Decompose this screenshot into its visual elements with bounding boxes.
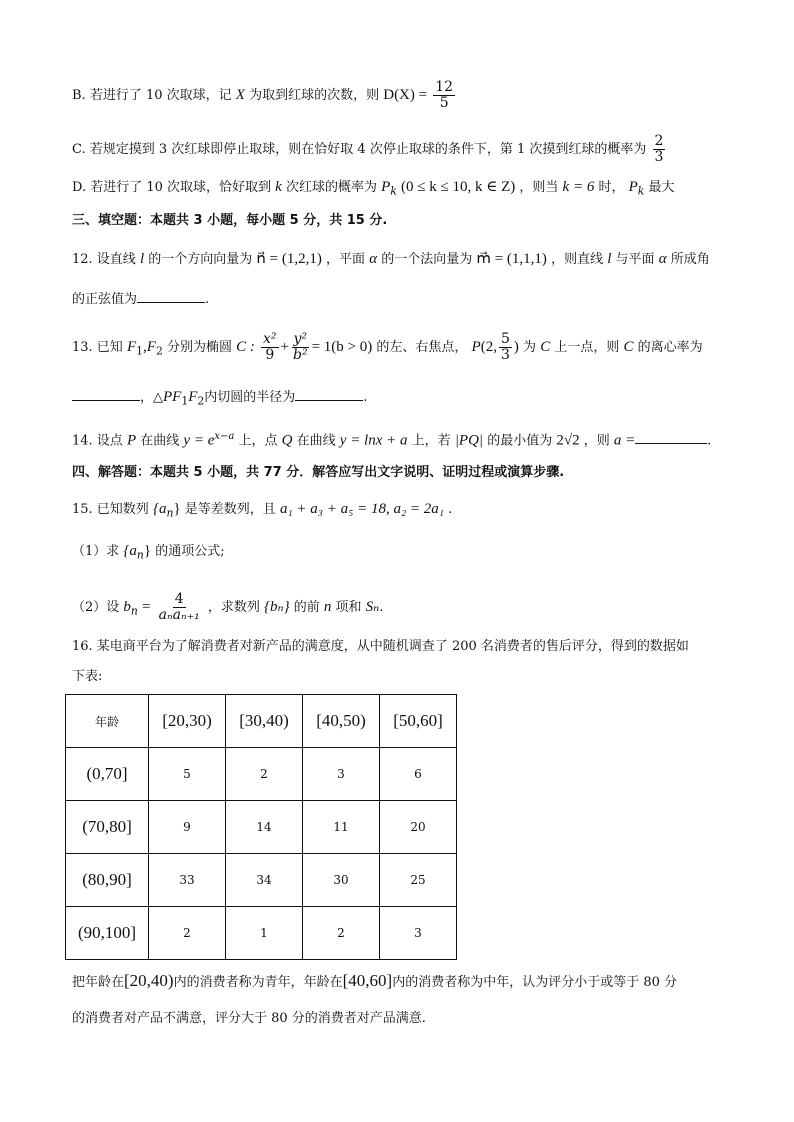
q13-text-6: 的离心率为 [637,340,703,355]
curve-1: y = e [183,432,215,449]
option-d-text: D. 若进行了 10 次取球，恰好取到 [72,180,272,195]
ellipse-c: C : [236,339,255,355]
section-3-heading: 三、填空题：本题共 3 小题，每小题 5 分，共 15 分. [72,213,388,228]
frac-den: 3 [500,347,510,363]
q16-line1: 16. 某电商平台为了解消费者对新产品的满意度，从中随机调查了 200 名消费者的售后评分，得到的数据如 [72,639,689,654]
var-b-sub: n [130,604,138,618]
frac-den: 5 [439,95,449,111]
vector-m: m⃗ = (1,1,1) [476,251,547,267]
after-text: 把年龄在 [72,975,125,990]
q13-end: . [363,390,368,405]
q15-part2-text-3: 的前 [293,600,320,615]
seq-a: {a [123,543,137,559]
var-x: X [235,87,245,103]
table-row [66,748,457,801]
var-alpha-2: α [658,251,667,267]
seq-b: {bₙ} [264,599,290,615]
q12-text-2: 的一个方向向量为 [148,252,253,267]
prob-p: P [381,179,391,195]
min-value: 2√2 [556,432,580,449]
table-row-header: (70,80] [66,801,149,854]
frac-den: aₙaₙ₊₁ [158,607,200,623]
q12-line2 [72,288,209,309]
fraction-5-3 [499,332,512,363]
table-cell: 33 [149,854,226,907]
prob-p-2: P [628,179,638,195]
q13-line2 [72,386,367,411]
q15-part2-text-2: ，求数列 [207,600,260,615]
option-d-text-5: 最大 [648,180,675,195]
table-row [66,907,457,960]
q13-text: 13. 已知 [72,340,123,355]
table-row-header: (0,70] [66,748,149,801]
point-coord: (2, [480,339,497,355]
answer-blank-2[interactable] [295,386,363,401]
q13-text-8: 内切圆的半径为 [204,390,296,405]
q13-text-4: 为 [523,340,537,355]
q12-text-3: ，平面 [326,252,366,267]
q12-text-4: 的一个法向量为 [381,252,473,267]
seq-a: {a [152,501,167,517]
table-cell: 9 [149,801,226,854]
table-cell: 2 [303,907,380,960]
q12-text-8: 的正弦值为 [72,292,138,307]
option-b-text-2: 为取到红球的次数，则 [249,88,380,103]
point-coord-end: ) [513,339,519,355]
q14-line [72,428,711,450]
q12-line1 [72,250,710,269]
table-cell: 34 [226,854,303,907]
q15-end: . [448,502,453,517]
table-cell: 11 [303,801,380,854]
var-sn: Sₙ [365,599,380,615]
after-text-3: 内的消费者称为中年，认为评分小于或等于 80 分 [392,975,677,990]
table-row-header: (90,100] [66,907,149,960]
table-row [66,854,457,907]
frac-num: 4 [174,591,184,607]
q13-line1 [72,332,703,363]
q12-text-7: 所成角 [670,252,710,267]
table-cell: 2 [149,907,226,960]
table-col-header: [20,30) [149,695,226,748]
table-col-header: [40,50) [303,695,380,748]
table-row-header: (80,90] [66,854,149,907]
frac-num: 2 [654,133,664,149]
q14-text-5: 上，若 [411,433,451,449]
q14-end: . [707,433,712,449]
plus-sign: + [280,339,289,355]
q12-text: 12. 设直线 [72,252,136,267]
q12-end: . [205,292,210,307]
answer-blank[interactable] [137,288,205,303]
after-table-line1 [72,972,677,992]
q13-text-2: 分别为椭圆 [166,340,232,355]
fraction-y2-b2 [291,332,310,363]
point-p: P [471,339,481,355]
table-cell: 3 [303,748,380,801]
answer-blank[interactable] [635,429,707,444]
q12-text-6: 与平面 [615,252,655,267]
prob-sub: k [390,184,397,198]
frac-den: 9 [265,347,275,363]
vector-n: n⃗ = (1,2,1) [256,251,322,267]
option-d-text-4: 时， [598,180,625,195]
q15-text-2: 是等差数列，且 [184,502,276,517]
var-c-2: C [623,339,634,355]
option-d [72,178,675,201]
seq-sub: n [166,506,174,520]
table-cell: 1 [226,907,303,960]
frac-num: x² [263,331,277,347]
age-range-middle: [40,60] [342,971,393,990]
table-cell: 3 [380,907,457,960]
prob-condition: (0 ≤ k ≤ 10, k ∈ Z) [401,179,516,195]
table-cell: 14 [226,801,303,854]
ellipse-eq: = 1(b > 0) [311,339,373,355]
option-b [72,80,457,111]
var-n: n [323,599,332,615]
frac-den: b² [293,347,308,363]
table-cell: 20 [380,801,457,854]
q14-text-2: 在曲线 [140,433,180,449]
q15-part2-text: （2）设 [72,600,120,615]
option-c-text: C. 若规定摸到 3 次红球即停止取球，则在恰好取 4 次停止取球的条件下，第 1 次摸到红球的概率为 [72,142,647,157]
after-text-2: 内的消费者称为青年，年龄在 [173,975,343,990]
table-cell: 5 [149,748,226,801]
q14-text-7: ，则 [583,433,610,449]
q14-text-4: 在曲线 [296,433,336,449]
var-l-2: l [607,251,612,267]
answer-blank[interactable] [72,386,140,401]
q14-text-6: 的最小值为 [487,433,553,449]
var-l: l [139,251,145,267]
fraction-x2-9 [261,332,279,363]
table-header-row [66,695,457,748]
sub-2: 2 [197,394,205,408]
seq-brace: } [173,501,181,517]
table-cell: 2 [226,748,303,801]
distance-pq: |PQ| [454,432,484,449]
var-k: k [275,179,282,195]
age-range-youth: [20,40) [124,971,174,990]
option-d-text-2: 次红球的概率为 [285,180,377,195]
var-b: b [123,599,131,615]
q13-text-3: 的左、右焦点， [376,340,468,355]
frac-num: y² [293,331,308,347]
triangle-f: F [188,389,198,405]
seq-condition: a₁ + a₃ + a₅ = 18, a₂ = 2a₁ [279,501,444,517]
option-d-text-3: ，则当 [519,180,559,195]
equals: = [142,599,151,615]
q15-part1-text: （1）求 [72,544,120,559]
q15-line1 [72,500,452,523]
sub-2: 2 [155,344,163,358]
frac-num: 12 [435,79,454,95]
table-cell: 30 [303,854,380,907]
sub-1: 1 [136,344,144,358]
table-col-header: [50,60] [380,695,457,748]
table-cell: 25 [380,854,457,907]
var-c: C [540,339,551,355]
q15-end: . [379,600,384,615]
var-f2: F [146,339,156,355]
sub-1: 1 [181,394,189,408]
q14-text: 14. 设点 [72,433,123,449]
q15-part2 [72,592,383,623]
point-q: Q [281,432,293,449]
survey-table [65,694,457,960]
frac-num: 5 [500,331,510,347]
q15-part1-text-2: 的通项公式; [155,544,225,559]
seq-sub: n [136,548,144,562]
after-table-line2: 的消费者对产品不满意，评分大于 80 分的消费者对产品满意. [72,1011,426,1026]
prob-sub-2: k [637,184,645,198]
var-f1: F [126,339,137,355]
frac-den: 3 [654,149,664,165]
q15-part1 [72,542,225,565]
section-4-heading: 四、解答题：本题共 5 小题，共 77 分．解答应写出文字说明、证明过程或演算步骤. [72,465,565,480]
fraction-bn [157,592,202,623]
point-p: P [126,432,137,449]
comma: , [143,339,147,355]
q14-text-3: 上，点 [238,433,278,449]
q15-text: 15. 已知数列 [72,502,149,517]
table-corner: 年龄 [66,695,149,748]
var-a: a = [613,432,636,449]
table-col-header: [30,40) [226,695,303,748]
var-alpha: α [369,251,378,267]
q12-text-5: ，则直线 [551,252,604,267]
q13-text-7: ，△ [140,390,163,405]
q15-part2-text-4: 项和 [335,600,362,615]
exponent: x−a [214,431,235,442]
curve-2: y = lnx + a [339,432,408,449]
triangle-pf: PF [163,389,182,405]
seq-brace: } [143,543,152,559]
table-cell: 6 [380,748,457,801]
fraction-12-5 [433,80,455,111]
table-row [66,801,457,854]
fraction-2-3 [653,134,666,165]
option-c [72,134,667,165]
option-b-text: B. 若进行了 10 次取球，记 [72,88,232,103]
q16-line2: 下表: [72,669,103,684]
variance-expr: D(X) = [383,87,428,103]
q13-text-5: 上一点，则 [554,340,620,355]
k-equals-6: k = 6 [562,179,595,195]
